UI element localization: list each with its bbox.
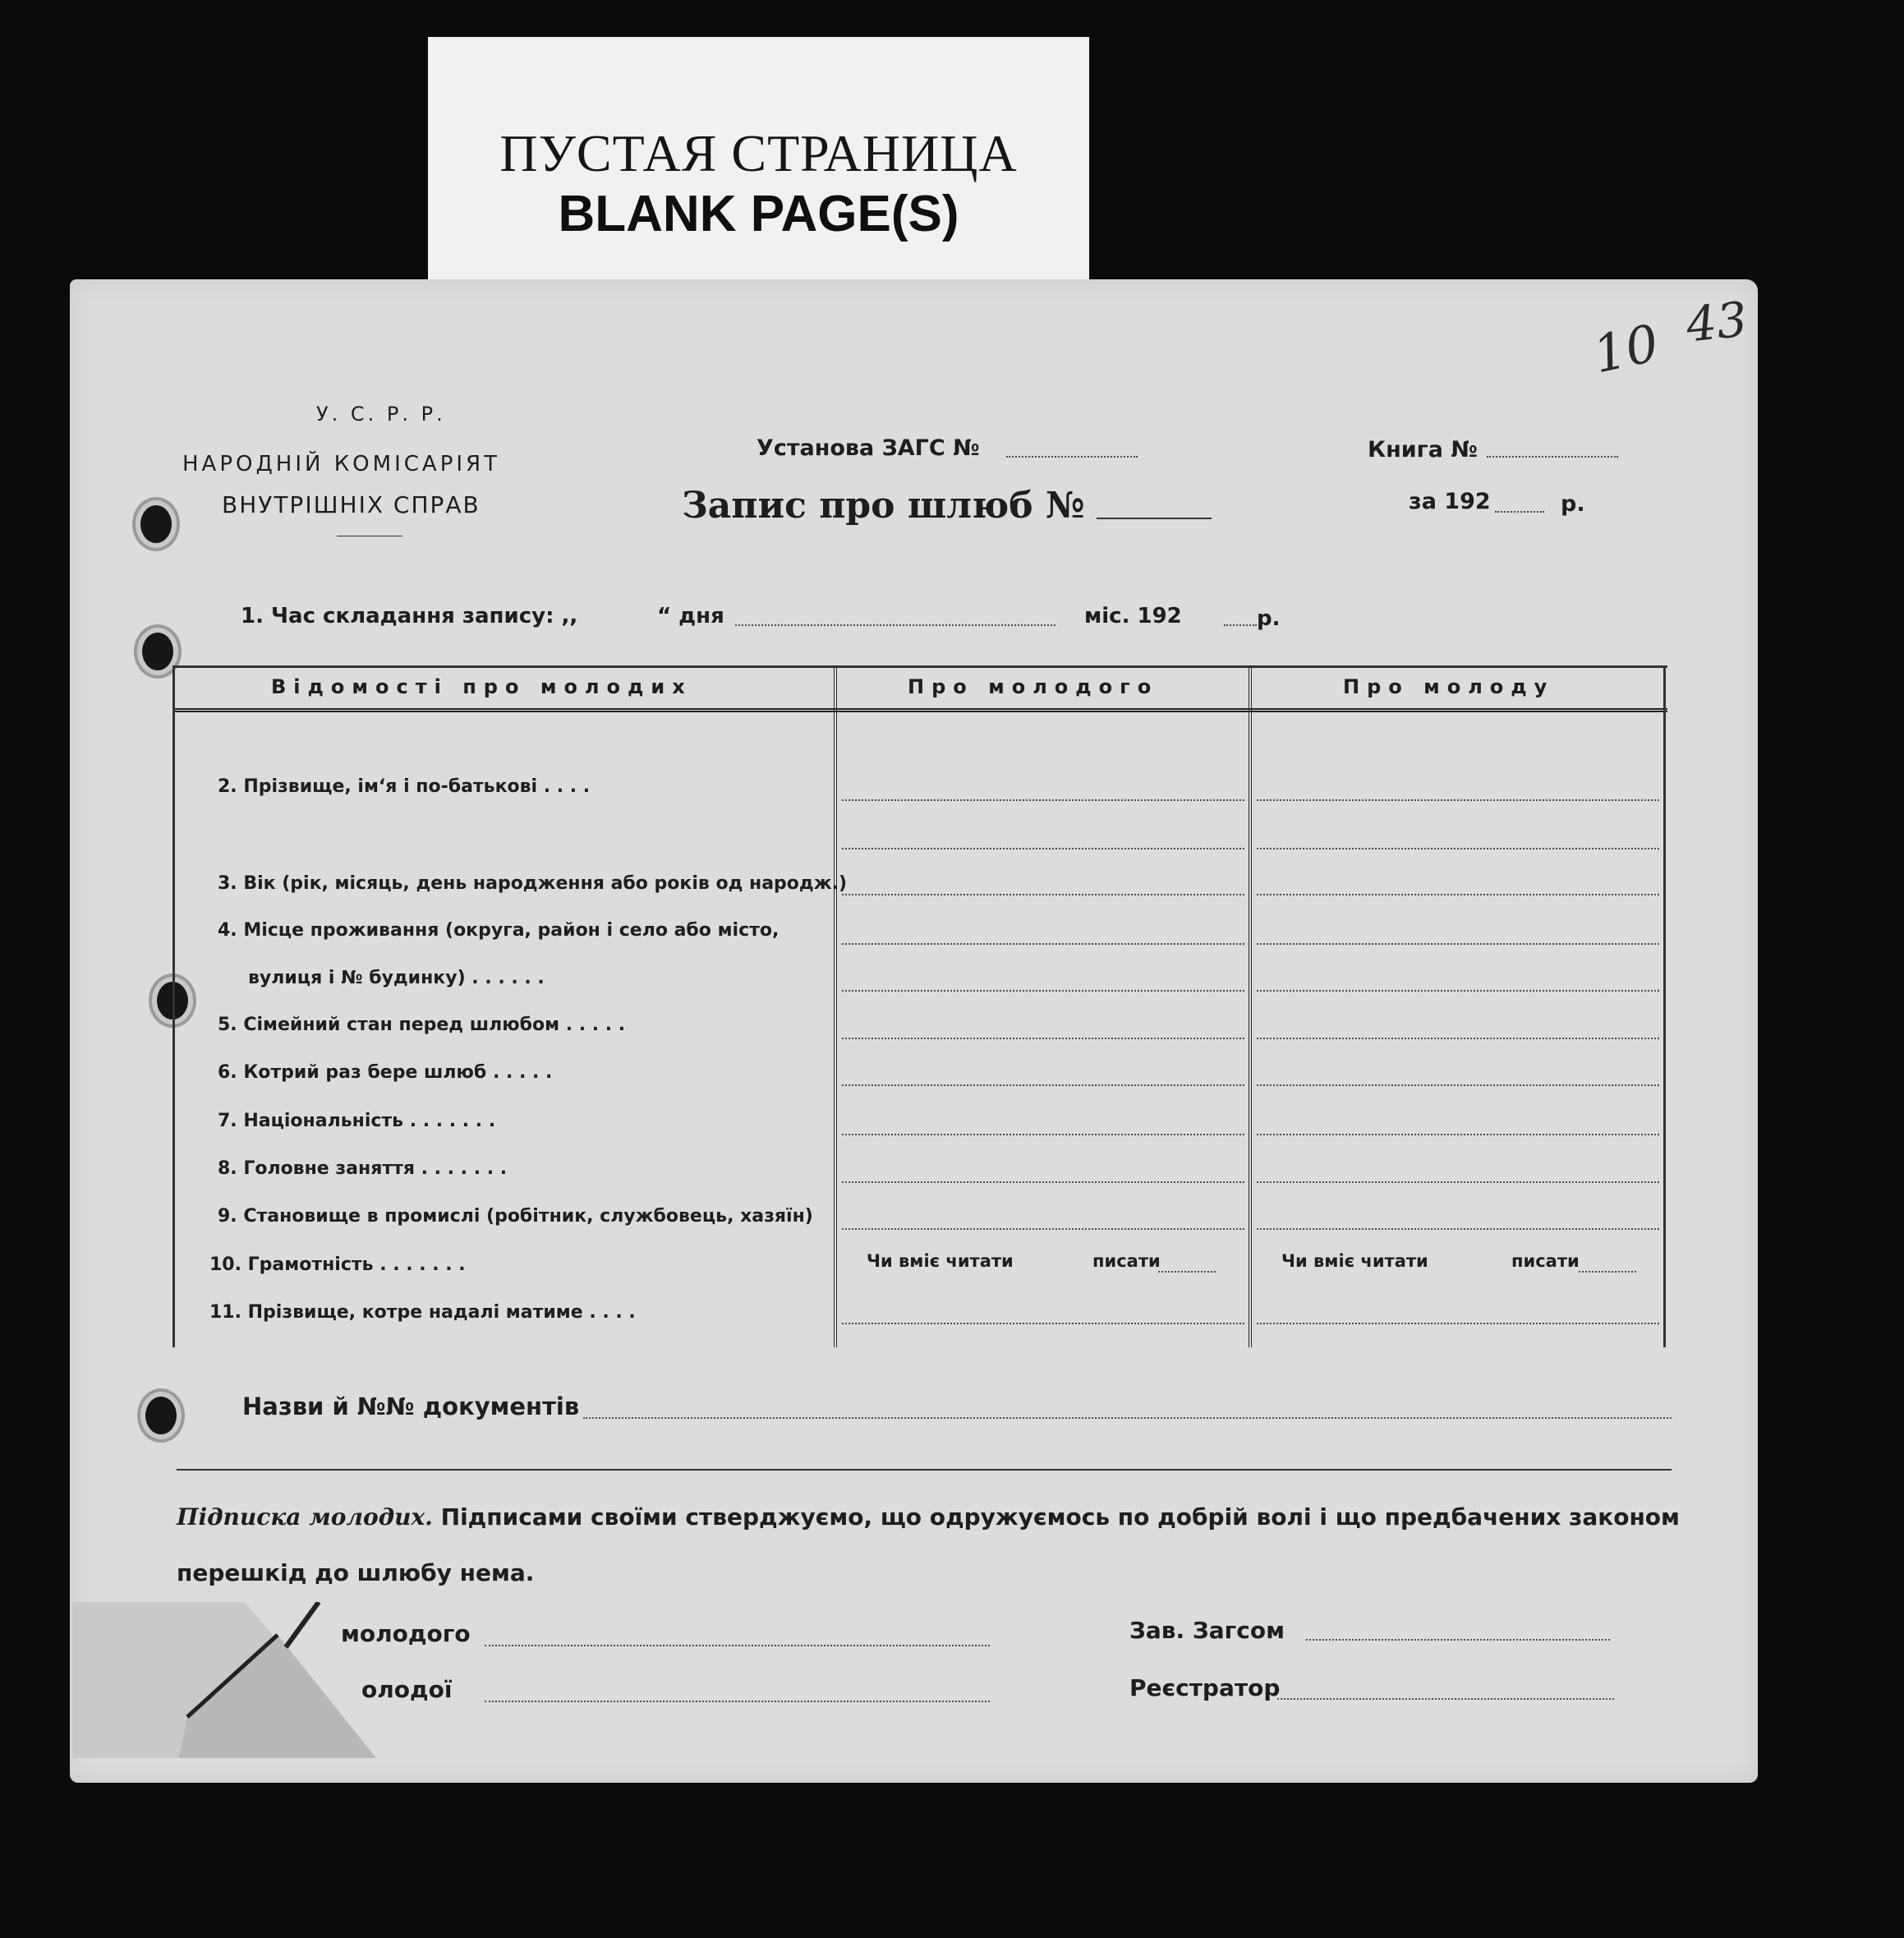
bride-can-read-label: Чи вміє читати — [1281, 1251, 1428, 1271]
documents-field-2 — [177, 1469, 1672, 1471]
row-residence: 4. Місце проживання (округа, район і село або місто, — [218, 920, 780, 941]
record-day-label: “ дня — [657, 604, 724, 628]
table-right-border — [1663, 665, 1666, 1347]
record-number-field — [1097, 518, 1212, 519]
bride-field — [1257, 1038, 1659, 1039]
blank-page-label-en: BLANK PAGE(S) — [558, 186, 959, 242]
folded-corner — [72, 1602, 434, 1766]
bride-field — [1257, 990, 1659, 992]
bride-field — [1257, 1228, 1659, 1230]
bride-signature-label: олодої — [361, 1676, 453, 1703]
ministry-line-2: ВНУТРІШНІХ СПРАВ — [222, 491, 481, 518]
documents-field — [583, 1417, 1672, 1419]
institution-label: Установа ЗАГС № — [757, 435, 980, 461]
bride-field — [1257, 1134, 1659, 1135]
header-bride: Про молоду — [1343, 675, 1555, 698]
table-divider-2 — [1249, 665, 1252, 1347]
registrar-label: Реєстратор — [1129, 1674, 1281, 1701]
punch-hole — [145, 1397, 177, 1434]
row-age: 3. Вік (рік, місяць, день народження або років од народж.) — [218, 873, 847, 894]
record-year-suffix: р. — [1257, 606, 1281, 631]
row-industry-position: 9. Становище в промислі (робітник, службовець, хазяїн) — [218, 1206, 813, 1227]
head-of-registry-field — [1306, 1639, 1610, 1641]
ministry-line-1: НАРОДНІЙ КОМІСАРІЯТ — [182, 452, 500, 476]
row-literacy: 10. Грамотність . . . . . . . — [209, 1254, 466, 1275]
blank-page-label-ru: ПУСТАЯ СТРАНИЦА — [499, 124, 1018, 182]
groom-field — [842, 1228, 1244, 1230]
row-name: 2. Прізвище, ім‘я і по-батькові . . . . — [218, 776, 591, 797]
punch-hole — [140, 505, 172, 543]
punch-hole — [142, 633, 173, 670]
row-nationality: 7. Національність . . . . . . . — [218, 1111, 496, 1131]
table-left-border — [172, 665, 175, 1347]
bride-field — [1257, 943, 1659, 945]
registrar-field — [1277, 1698, 1614, 1700]
handwritten-number-1: 10 — [1588, 312, 1664, 385]
table-top-border — [172, 665, 1667, 668]
signature-statement-italic: Підписка молодих. — [177, 1503, 433, 1531]
bride-field — [1257, 1181, 1659, 1183]
groom-write-field — [1158, 1271, 1216, 1273]
groom-field — [842, 1038, 1244, 1039]
bride-field — [1257, 1323, 1659, 1324]
bride-field — [1257, 1084, 1659, 1086]
bride-can-write-label: писати — [1511, 1251, 1580, 1271]
bride-field — [1257, 848, 1659, 849]
bride-field — [1257, 799, 1659, 801]
record-time-label: 1. Час складання запису: ,, — [241, 604, 578, 628]
row-marital-status: 5. Сімейний стан перед шлюбом . . . . . — [218, 1015, 626, 1035]
year-field — [1495, 511, 1544, 513]
groom-field — [842, 894, 1244, 895]
ussr-header: У. С. Р. Р. — [316, 403, 446, 426]
row-residence-cont: вулиця і № будинку) . . . . . . — [248, 968, 545, 988]
table-header-border — [172, 708, 1667, 712]
book-field — [1487, 456, 1618, 458]
groom-field — [842, 848, 1244, 849]
signature-statement — [177, 1503, 1680, 1531]
signature-statement-line-2: перешкід до шлюбу нема. — [177, 1559, 535, 1586]
groom-field — [842, 1084, 1244, 1086]
groom-can-read-label: Чи вміє читати — [867, 1251, 1014, 1271]
record-year-field — [1224, 624, 1257, 626]
record-title: Запис про шлюб № — [682, 485, 1085, 527]
documents-label: Назви й №№ документів — [242, 1393, 580, 1420]
handwritten-number-2: 43 — [1683, 291, 1750, 353]
groom-field — [842, 799, 1244, 801]
record-month-label: міс. 192 — [1084, 604, 1182, 628]
row-marriage-count: 6. Котрий раз бере шлюб . . . . . — [218, 1062, 553, 1083]
marriage-record-form — [70, 279, 1758, 1783]
year-suffix: р. — [1561, 491, 1585, 517]
groom-field — [842, 943, 1244, 945]
groom-field — [842, 990, 1244, 992]
groom-signature-field — [485, 1645, 990, 1646]
head-of-registry-label: Зав. Загсом — [1129, 1617, 1285, 1644]
header-details: Відомості про молодих — [271, 675, 692, 698]
header-groom: Про молодого — [908, 675, 1159, 698]
signature-statement-text: Підписами своїми стверджуємо, що одружуємось по добрій волі і що предбачених законом — [432, 1503, 1680, 1531]
table-divider-1 — [834, 665, 837, 1347]
record-day-field — [735, 624, 1055, 626]
institution-field — [1006, 456, 1138, 458]
row-occupation: 8. Головне заняття . . . . . . . — [218, 1158, 508, 1179]
year-label: за 192 — [1409, 489, 1491, 514]
bride-write-field — [1579, 1271, 1636, 1273]
groom-field — [842, 1134, 1244, 1135]
details-table — [172, 665, 1667, 1347]
groom-signature-label: молодого — [341, 1620, 471, 1647]
bride-signature-field — [485, 1701, 990, 1702]
book-label: Книга № — [1368, 437, 1478, 463]
groom-field — [842, 1323, 1244, 1324]
groom-field — [842, 1181, 1244, 1183]
groom-can-write-label: писати — [1092, 1251, 1161, 1271]
blank-page-label — [428, 37, 1089, 285]
bride-field — [1257, 894, 1659, 895]
row-future-surname: 11. Прізвище, котре надалі матиме . . . . — [209, 1302, 636, 1323]
